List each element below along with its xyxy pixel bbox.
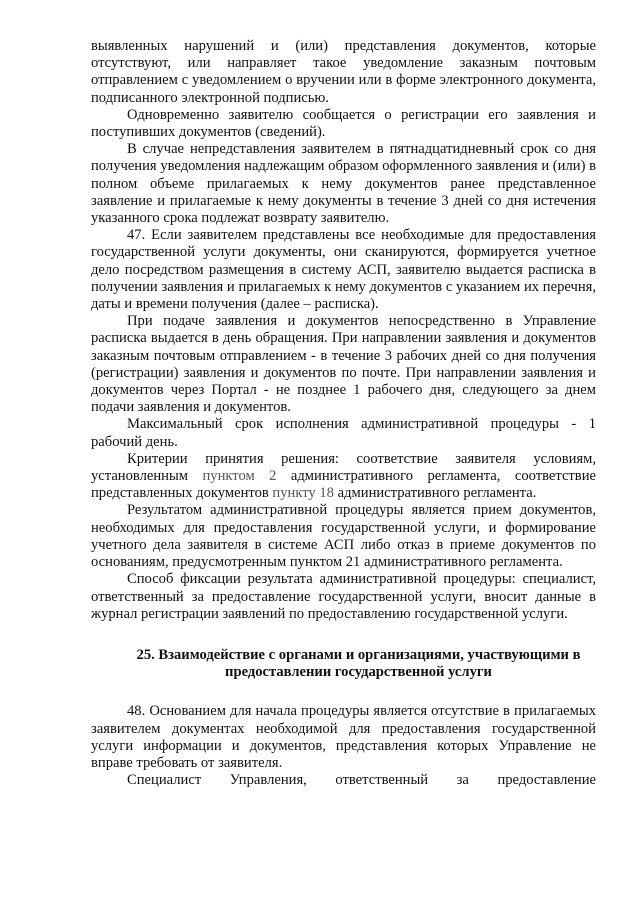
document-body: [91, 38, 596, 789]
criteria-text-2: административного регламента, соответствие представленных документов: [91, 468, 596, 502]
paragraph-procedure-result: Результатом административной процедуры является прием документов, необходимых для предоставления государственной услуги, и формирование учетного дела заявителя в системе АСП либо отказ в приеме документов по основаниям, предусмотренным пунктом 21 административного регламента.: [91, 502, 596, 571]
paragraph-specialist: Специалист Управления, ответственный за предоставление: [127, 772, 596, 789]
paragraph-fixation-method: Способ фиксации результата административной процедуры: специалист, ответственный за предоставление государственной услуги, вносит данные в журнал регистрации заявлений по предоставлению государственной услуги.: [91, 571, 596, 622]
criteria-text-1: Критерии принятия решения: соответствие заявителя условиям, установленным: [91, 450, 596, 485]
paragraph-continuation: выявленных нарушений и (или) представления документов, которые отсутствуют, или направляет такое уведомление заказным почтовым отправлением с уведомлением о вручении или в форме электронного документа, подписанного электронной подписью.: [91, 38, 596, 106]
paragraph-decision-criteria: [91, 451, 596, 503]
paragraph-47: 47. Если заявителем представлены все необходимые для предоставления государственной услуги документы, они сканируются, формируется учетное дело посредством размещения в систему АСП, заявителю выдается расписка в получении заявления и прилагаемых к нему документов с указанием их перечня, даты и времени получения (далее – расписка).: [91, 227, 596, 313]
paragraph-48: 48. Основанием для начала процедуры является отсутствие в прилагаемых заявителем документах необходимой для предоставления государственной услуги информации и документов, представления которых Управление не вправе требовать от заявителя.: [91, 703, 596, 771]
section-heading-25: 25. Взаимодействие с органами и организациями, участвующими в предоставлении государственной услуги: [136, 646, 581, 681]
criteria-link-item-2: пунктом 2: [202, 468, 277, 485]
paragraph-return-documents: В случае непредставления заявителем в пятнадцатидневный срок со дня получения уведомления надлежащим образом оформленного заявления и (или) в полном объеме прилагаемых к нему документов ранее представленное заявление и прилагаемые к нему документы в течение 3 дней со дня истечения указанного срока подлежат возврату заявителю.: [91, 141, 596, 227]
paragraph-max-term: Максимальный срок исполнения административной процедуры - 1 рабочий день.: [91, 416, 596, 450]
paragraph-registration-notice: Одновременно заявителю сообщается о регистрации его заявления и поступивших документов (сведений).: [91, 106, 596, 141]
criteria-text-3: административного регламента.: [333, 485, 537, 502]
paragraph-receipt-issuance: При подаче заявления и документов непосредственно в Управление расписка выдается в день обращения. При направлении заявления и документов заказным почтовым отправлением - в течение 3 рабочих дней со дня получения (регистрации) заявления и документов по почте. При направлении заявления и документов через Портал - не позднее 1 рабочего дня, следующего за днем подачи заявления и документов.: [91, 313, 596, 416]
criteria-link-item-18: пункту 18: [272, 485, 334, 502]
